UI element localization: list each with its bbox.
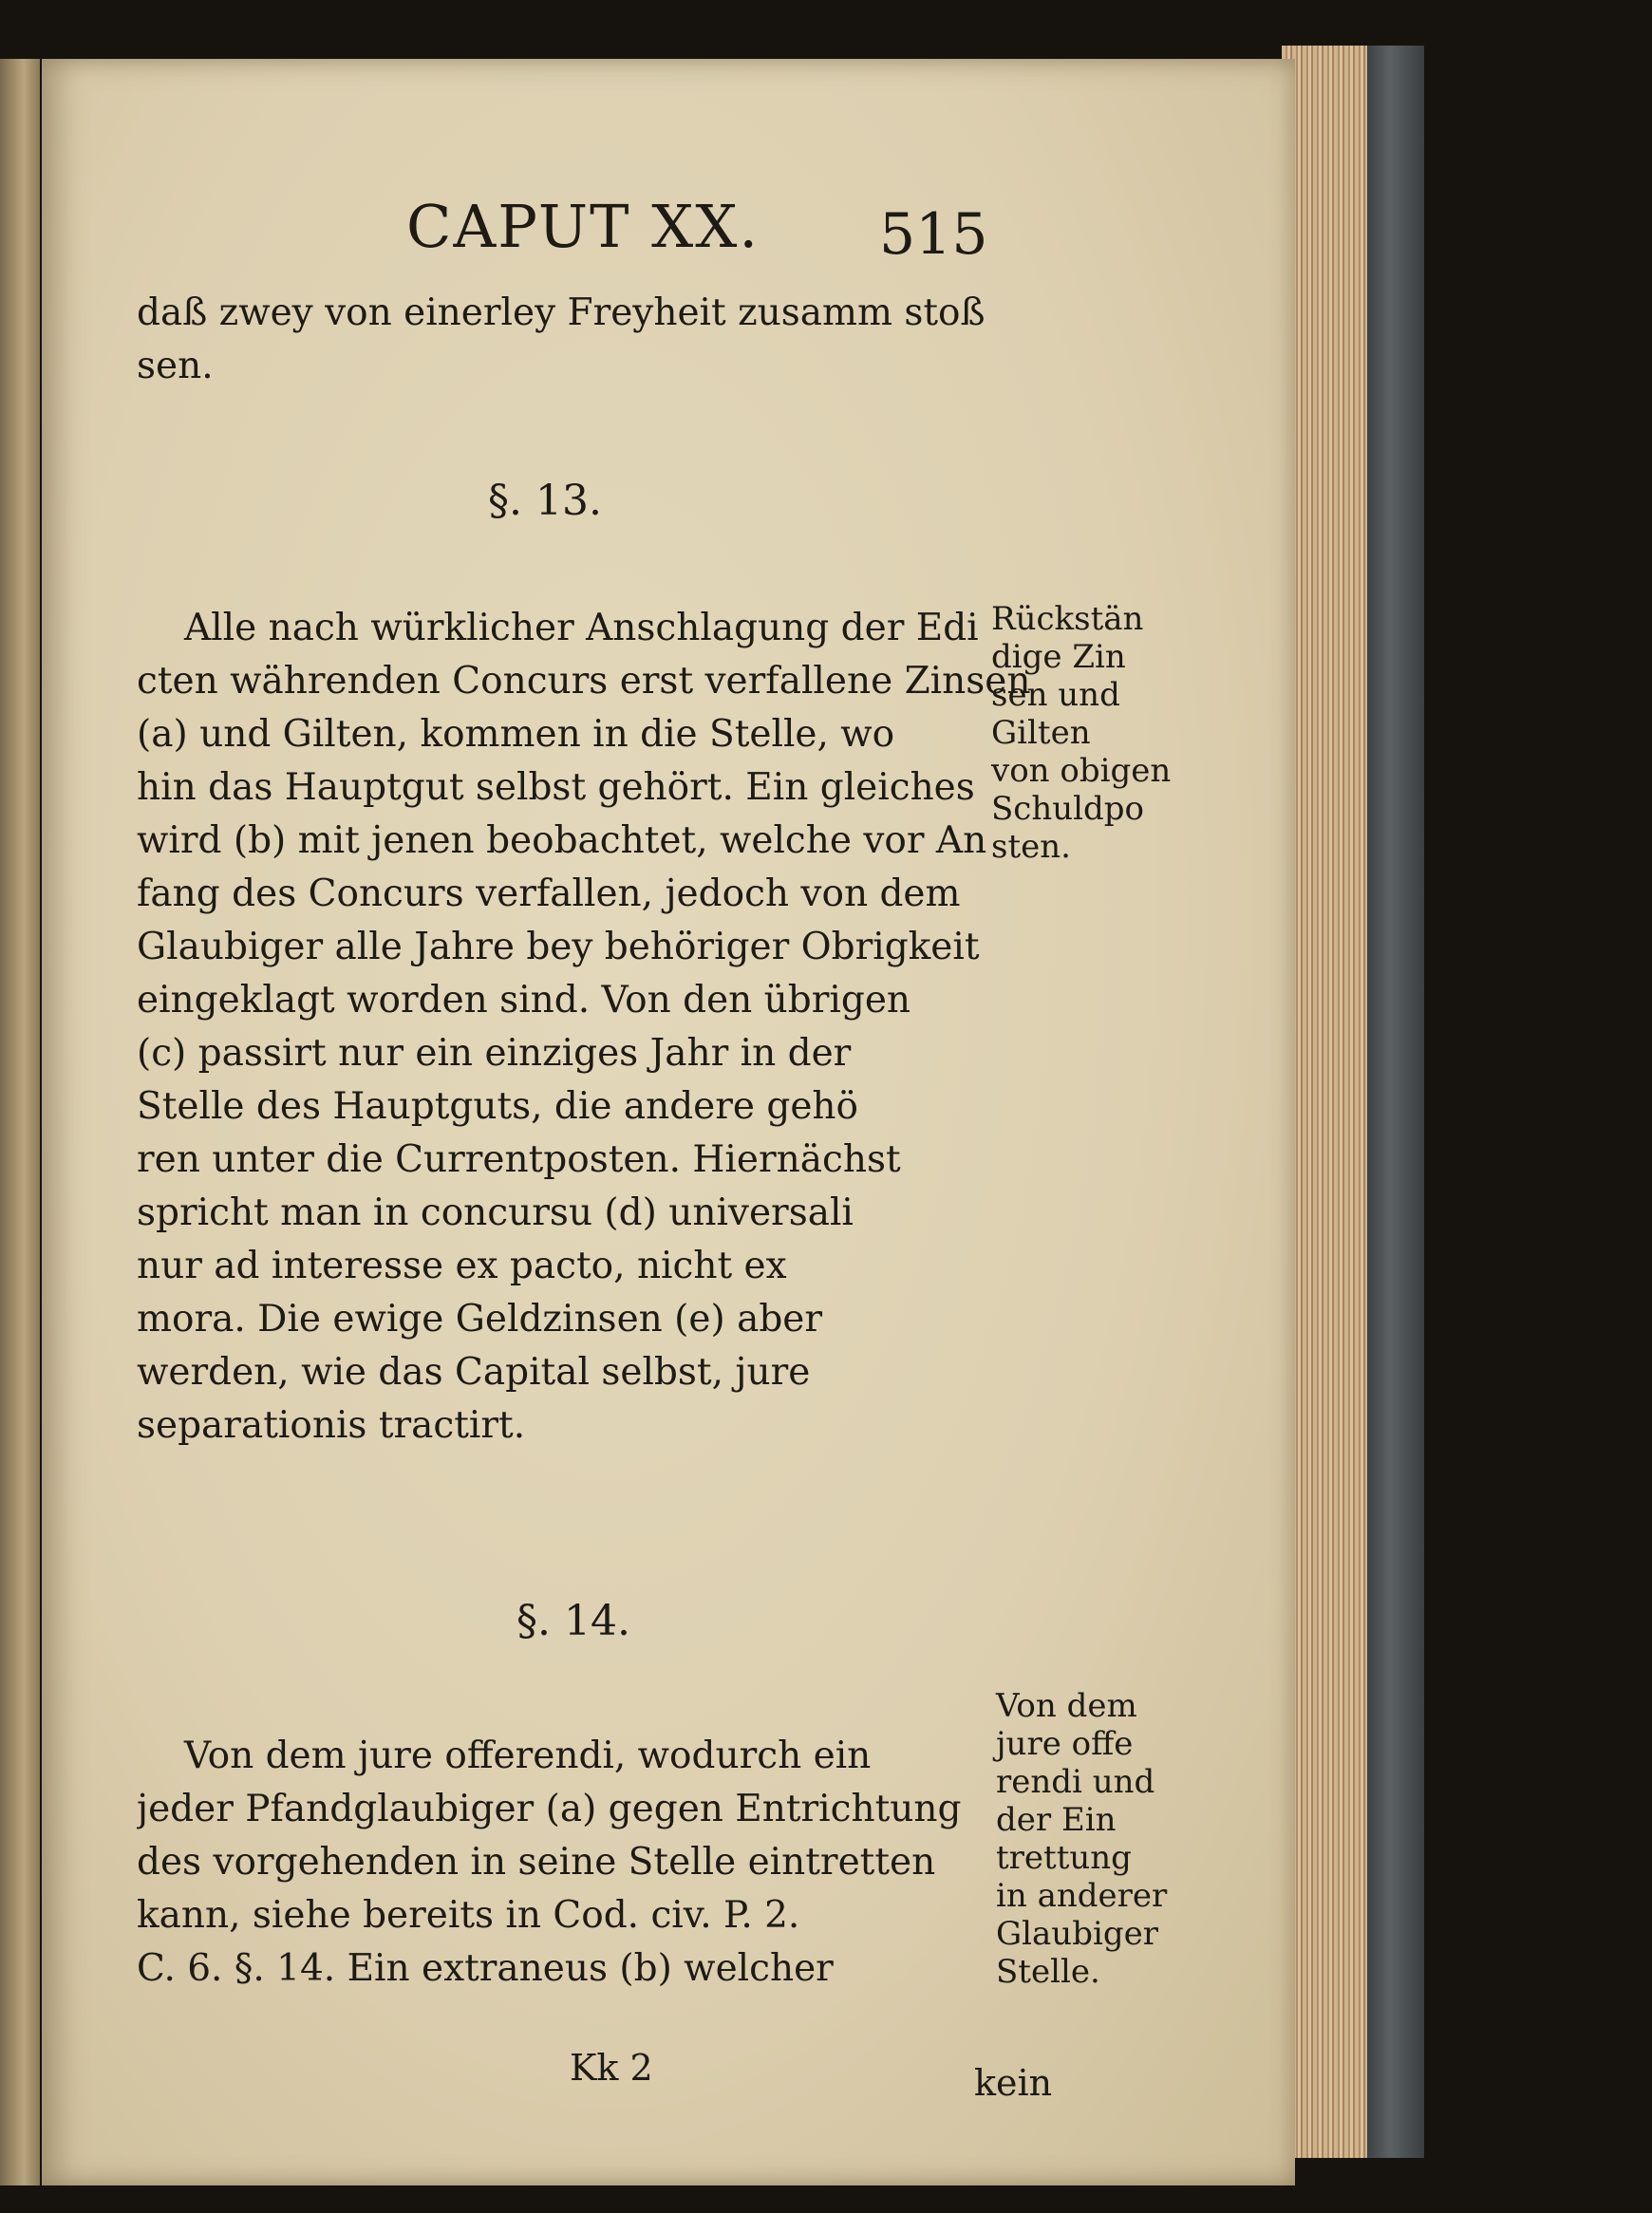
text-line: werden, wie das Capital selbst, jure bbox=[137, 1351, 811, 1394]
book-page bbox=[42, 59, 1295, 2185]
text-line: cten währenden Concurs erst verfallene Zinsen bbox=[137, 660, 1031, 703]
note-line: Schuldpo bbox=[991, 790, 1145, 828]
text-line: Stelle des Hauptguts, die andere gehö bbox=[137, 1085, 859, 1128]
note-line: Rückstän bbox=[991, 600, 1144, 638]
text-line: kann, siehe bereits in Cod. civ. P. 2. bbox=[137, 1894, 800, 1937]
running-title: CAPUT XX. bbox=[406, 192, 760, 261]
text-line: fang des Concurs verfallen, jedoch von dem bbox=[137, 872, 961, 915]
text-line: hin das Hauptgut selbst gehört. Ein gleiches bbox=[137, 766, 975, 809]
note-line: dige Zin bbox=[991, 638, 1126, 676]
page-number: 515 bbox=[879, 201, 988, 268]
text-line: des vorgehenden in seine Stelle eintretten bbox=[137, 1841, 936, 1884]
text-line: ren unter die Currentposten. Hiernächst bbox=[137, 1138, 901, 1181]
note-line: trettung bbox=[996, 1839, 1132, 1877]
text-line: jeder Pfandglaubiger (a) gegen Entrichtung bbox=[137, 1788, 962, 1830]
note-line: von obigen bbox=[991, 752, 1172, 790]
continuation-text bbox=[137, 287, 1035, 393]
catchword: kein bbox=[974, 2062, 1053, 2104]
text-line: Von dem jure offerendi, wodurch ein bbox=[184, 1735, 872, 1777]
marginal-note bbox=[991, 600, 1171, 866]
text-line: nur ad interesse ex pacto, nicht ex bbox=[137, 1245, 787, 1287]
text-line: wird (b) mit jenen beobachtet, welche vor An bbox=[137, 819, 987, 862]
left-page-edge bbox=[0, 59, 40, 2185]
note-line: Gilten bbox=[991, 714, 1091, 752]
section-13-text bbox=[137, 602, 1035, 1453]
text-line: C. 6. §. 14. Ein extraneus (b) welcher bbox=[137, 1947, 834, 1990]
section-14-text bbox=[137, 1730, 1035, 1996]
text-line: (a) und Gilten, kommen in die Stelle, wo bbox=[137, 713, 895, 756]
text-line: separationis tractirt. bbox=[137, 1404, 526, 1447]
section-heading: §. 14. bbox=[516, 1597, 630, 1645]
text-line: Glaubiger alle Jahre bey behöriger Obrigkeit bbox=[137, 926, 980, 968]
note-line: in anderer bbox=[996, 1877, 1168, 1915]
text-line: eingeklagt worden sind. Von den übrigen bbox=[137, 979, 911, 1022]
text-line: sen. bbox=[137, 345, 214, 387]
text-line: daß zwey von einerley Freyheit zusamm stoß bbox=[137, 291, 986, 334]
note-line: jure offe bbox=[996, 1725, 1134, 1763]
text-line: mora. Die ewige Geldzinsen (e) aber bbox=[137, 1298, 823, 1341]
note-line: der Ein bbox=[996, 1801, 1117, 1839]
note-line: rendi und bbox=[996, 1763, 1155, 1801]
marginal-note bbox=[996, 1687, 1167, 1991]
text-line: Alle nach würklicher Anschlagung der Edi bbox=[184, 607, 979, 649]
note-line: Stelle. bbox=[996, 1953, 1100, 1991]
section-heading: §. 13. bbox=[488, 477, 602, 525]
note-line: Von dem bbox=[996, 1687, 1137, 1725]
book-cover bbox=[1367, 46, 1424, 2158]
text-line: spricht man in concursu (d) universali bbox=[137, 1191, 854, 1234]
note-line: Glaubiger bbox=[996, 1915, 1158, 1953]
text-line: (c) passirt nur ein einziges Jahr in der bbox=[137, 1032, 852, 1075]
note-line: sten. bbox=[991, 828, 1071, 866]
signature-mark: Kk 2 bbox=[570, 2047, 653, 2089]
note-line: sen und bbox=[991, 676, 1120, 714]
